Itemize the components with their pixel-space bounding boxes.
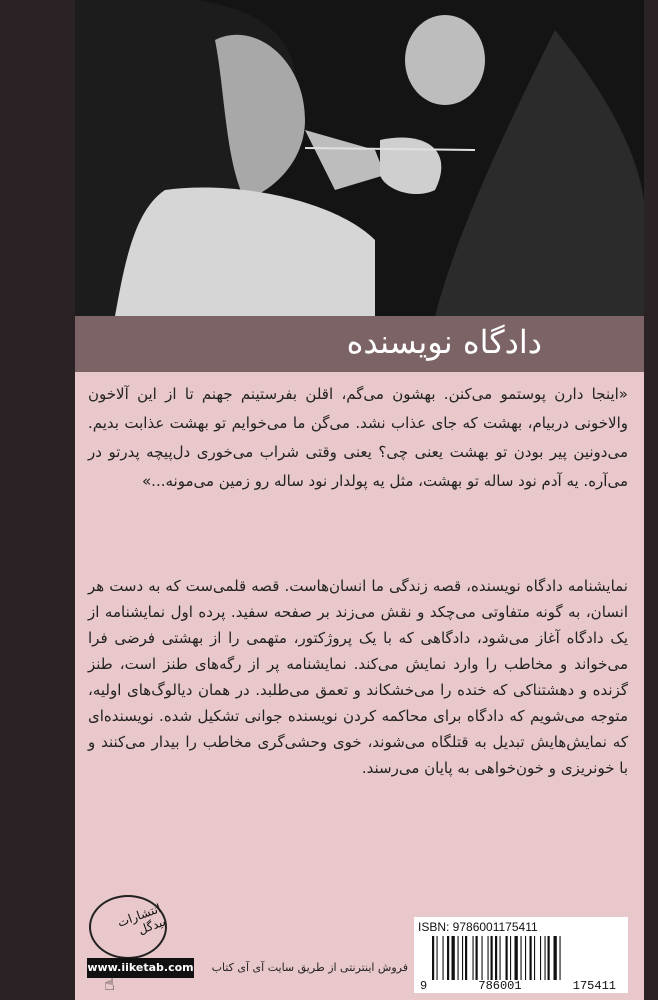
website-link[interactable]: www.iiketab.com (87, 958, 194, 978)
scan-border-left (0, 0, 75, 1000)
isbn-label: ISBN: 9786001175411 (418, 920, 538, 934)
book-title: دادگاه نویسنده (346, 323, 542, 361)
author-photo (75, 0, 644, 316)
barcode-bars (430, 936, 610, 980)
barcode-digit-group-1: 786001 (478, 979, 522, 993)
hand-pointer-icon: ☝ (104, 974, 115, 995)
barcode-digit-group-2: 175411 (572, 979, 616, 993)
online-sale-note: فروش اینترنتی از طریق سایت آی آی کتاب (211, 961, 408, 974)
barcode-number (420, 979, 616, 993)
scan-border-right (644, 0, 658, 1000)
barcode-digit-prefix: 9 (420, 979, 428, 993)
back-cover-quote: «اینجا دارن پوستمو می‌کنن. بهشون می‌گم، اقلن بفرستینم جهنم تا از این آلاخون والاخونی دربیام، بهشت که جای عذاب نشد. می‌گن ما می‌خوایم تو بهشت عذابت بدیم. می‌دونین پیر بودن تو بهشت یعنی چی؟ یعنی وقتی شراب می‌خوری دل‌پیچه پدرتو در می‌آره. یه آدم نود ساله تو بهشت، مثل یه پولدار نود ساله رو زمین می‌مونه...» (88, 385, 628, 490)
book-description: نمایشنامه دادگاه نویسنده، قصه زندگی ما انسان‌هاست. قصه قلمی‌ست که به دست هر انسان، به گونه متفاوتی می‌چکد و نقش می‌زند بر صفحه سفید. پرده اول نمایشنامه از یک دادگاه آغاز می‌شود، دادگاهی که با یک پروژکتور، متهمی را از بهشتی فرضی فرا می‌خواند و مخاطب را وارد نمایش می‌کند. نمایشنامه پر از رگه‌های طنز است، طنز گزنده و دهشتناکی که خنده را می‌خشکاند و تعمق می‌طلبد. در همان دیالوگ‌های اولیه، متوجه می‌شویم که دادگاه برای محاکمه کردن نویسنده جوانی تشکیل شده. نویسنده‌ای که نمایش‌هایش تبدیل به قتلگاه می‌شوند، خوی وحشی‌گری مخاطب را بیدار می‌کنند و با خونریزی و خون‌خواهی به پایان می‌رسند. (88, 577, 628, 777)
photo-illustration (75, 0, 644, 316)
publisher-logo (89, 895, 167, 959)
publisher-logo-text: انتشارات بیدگل (115, 901, 168, 938)
